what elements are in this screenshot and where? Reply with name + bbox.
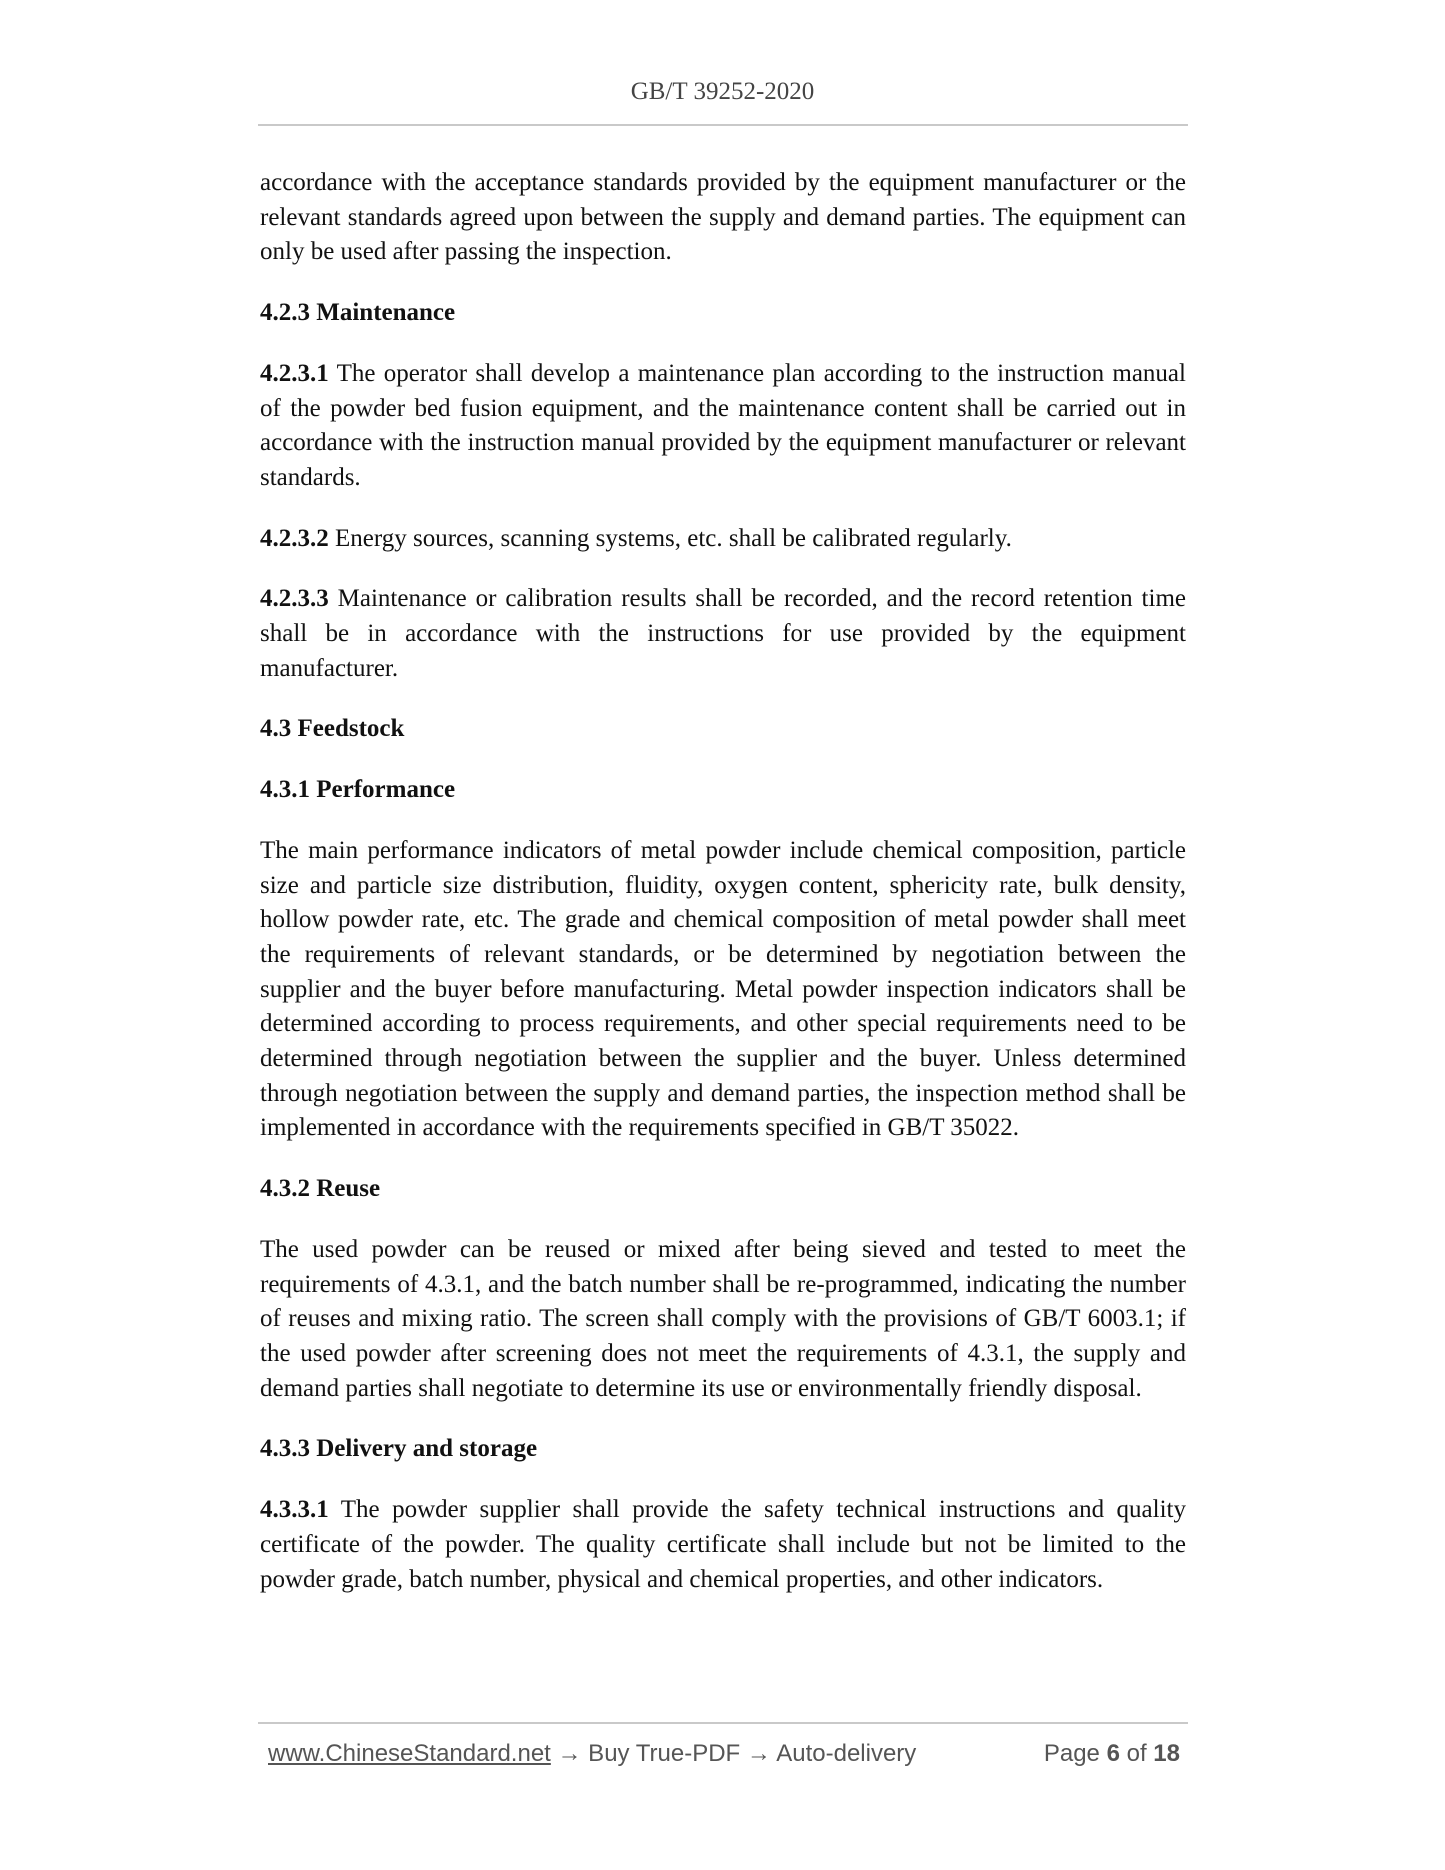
- clause-number: 4.3.3.1: [260, 1496, 329, 1524]
- heading-4-3-1: 4.3.1 Performance: [260, 776, 456, 804]
- footer-divider: [258, 1722, 1188, 1724]
- page-total: 18: [1153, 1740, 1180, 1767]
- document-header: GB/T 39252-2020: [630, 78, 815, 105]
- page-number: 6: [1106, 1740, 1120, 1767]
- footer-links: [268, 1740, 916, 1768]
- clause-4-2-3-2: [260, 522, 1186, 557]
- heading-4-3-3: 4.3.3 Delivery and storage: [260, 1435, 538, 1463]
- clause-text: The operator shall develop a maintenance plan according to the instruction manual of the powder bed fusion equipment, and the maintenance content shall be carried out in accordance with the instruction manual provided by the equipment manufacturer or relevant standards.: [260, 359, 1186, 491]
- document-body: [260, 166, 1186, 1623]
- of-label: of: [1126, 1740, 1147, 1767]
- clause-number: 4.2.3.3: [260, 585, 329, 613]
- clause-number: 4.2.3.1: [260, 359, 329, 387]
- paragraph-continuation: accordance with the acceptance standards provided by the equipment manufacturer or the relevant standards agreed upon between the supply and demand parties. The equipment can only be used after passing the inspection.: [260, 169, 1186, 266]
- heading-4-3-2: 4.3.2 Reuse: [260, 1175, 381, 1203]
- paragraph-4-3-1: The main performance indicators of metal powder include chemical composition, particle size and particle size distribution, fluidity, oxygen content, sphericity rate, bulk density, hollow powder rate, etc. The grade and chemical composition of metal powder shall meet the requirements of relevant standards, or be determined by negotiation between the supplier and the buyer before manufacturing. Metal powder inspection indicators shall be determined according to process requirements, and other special requirements need to be determined through negotiation between the supplier and the buyer. Unless determined through negotiation between the supply and demand parties, the inspection method shall be implemented in accordance with the requirements specified in GB/T 35022.: [260, 836, 1186, 1142]
- clause-text: Energy sources, scanning systems, etc. shall be calibrated regularly.: [335, 524, 1012, 552]
- clause-number: 4.2.3.2: [260, 524, 329, 552]
- site-link[interactable]: www.ChineseStandard.net: [268, 1740, 551, 1767]
- page-indicator: [1044, 1740, 1180, 1768]
- clause-4-2-3-3: [260, 582, 1186, 686]
- page-label: Page: [1043, 1740, 1100, 1767]
- clause-text: Maintenance or calibration results shall be recorded, and the record retention time shall be in accordance with the instructions for use provided by the equipment manufacturer.: [260, 585, 1186, 682]
- footer-nav-text: → Buy True-PDF → Auto-delivery: [550, 1740, 917, 1767]
- heading-4-3: 4.3 Feedstock: [260, 715, 405, 743]
- clause-4-2-3-1: [260, 357, 1186, 496]
- heading-4-2-3: 4.2.3 Maintenance: [260, 299, 456, 327]
- paragraph-4-3-2: The used powder can be reused or mixed after being sieved and tested to meet the requirements of 4.3.1, and the batch number shall be re-programmed, indicating the number of reuses and mixing ratio. The screen shall comply with the provisions of GB/T 6003.1; if the used powder after screening does not meet the requirements of 4.3.1, the supply and demand parties shall negotiate to determine its use or environmentally friendly disposal.: [260, 1235, 1186, 1402]
- header-divider: [258, 124, 1188, 126]
- clause-text: The powder supplier shall provide the safety technical instructions and quality certificate of the powder. The quality certificate shall include but not be limited to the powder grade, batch number, physical and chemical properties, and other indicators.: [260, 1496, 1186, 1593]
- clause-4-3-3-1: [260, 1493, 1186, 1597]
